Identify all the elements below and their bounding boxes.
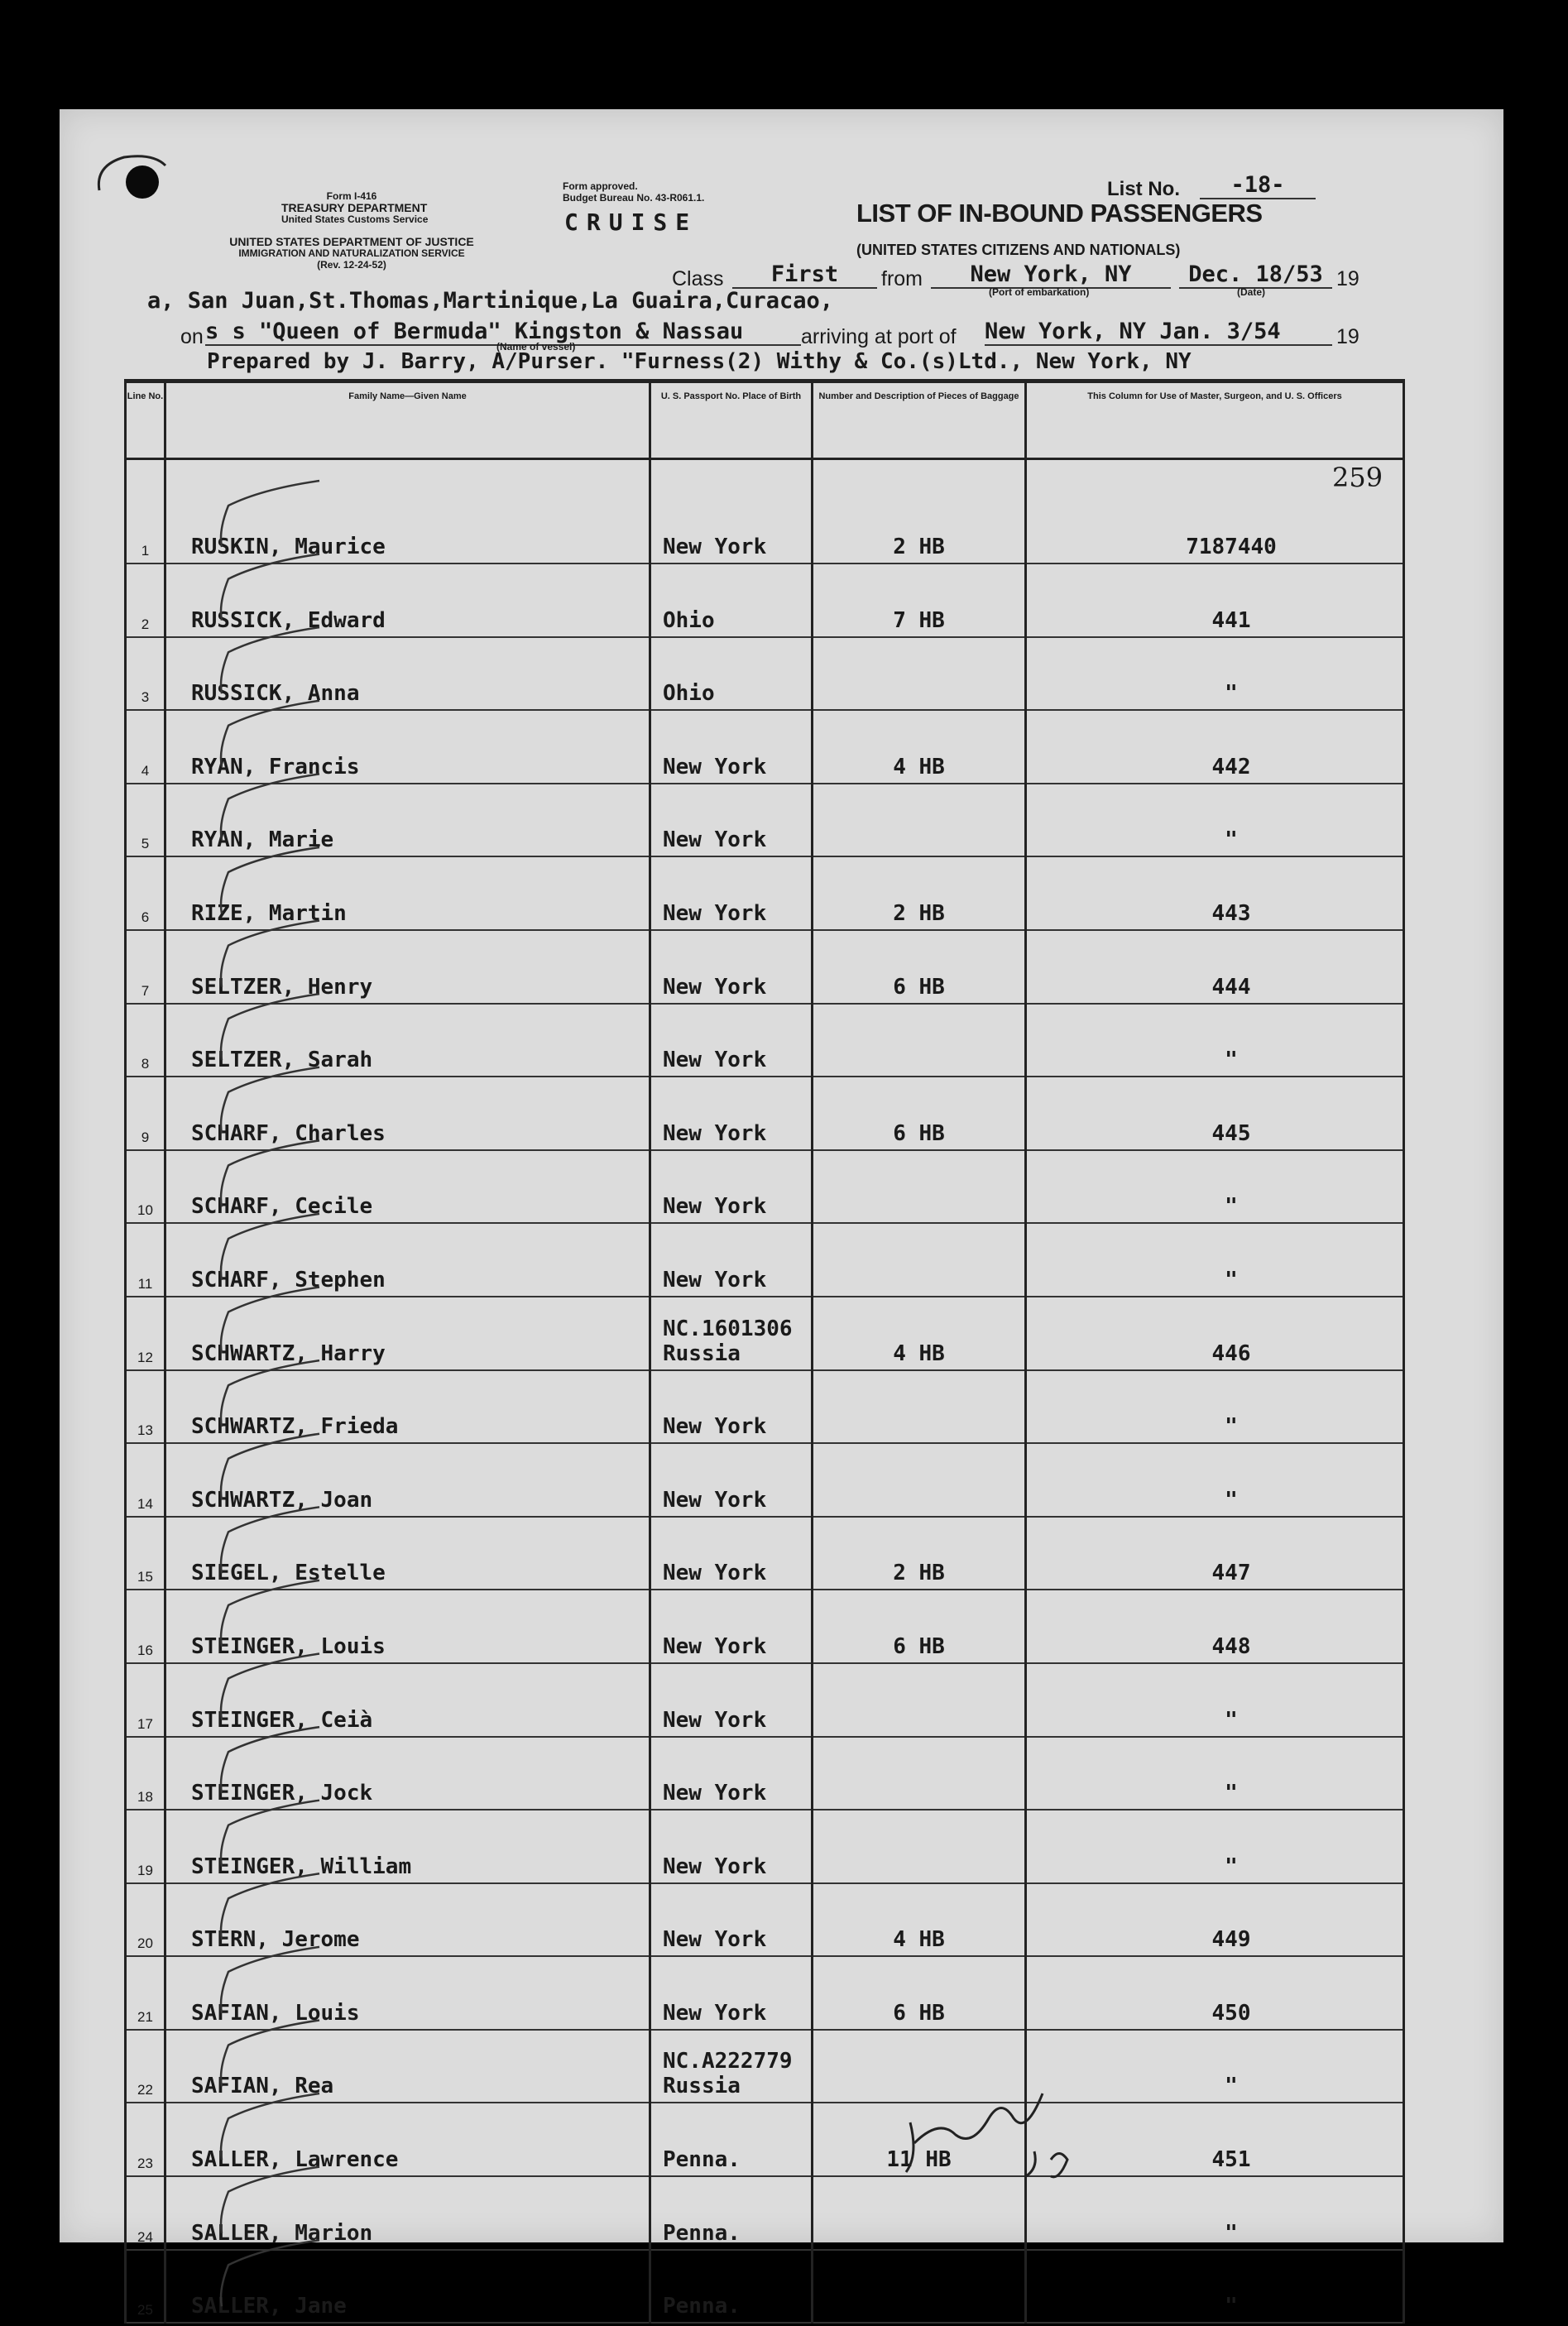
passenger-name: STERN, Jerome <box>165 1883 650 1957</box>
table-row <box>126 637 1404 711</box>
passport-birthplace: Ohio <box>650 564 813 637</box>
passenger-name: STEINGER, William <box>165 1810 650 1883</box>
vessel-caption: (Name of vessel) <box>496 341 576 352</box>
passport-birthplace: New York <box>650 1004 813 1077</box>
passport-birthplace: Penna. <box>650 2176 813 2250</box>
passenger-name: RUSSICK, Anna <box>165 637 650 711</box>
passport-birthplace: Penna. <box>650 2103 813 2176</box>
class-value: First <box>732 261 877 289</box>
line-number: 2 <box>126 564 165 637</box>
list-subtitle: (UNITED STATES CITIZENS AND NATIONALS) <box>856 242 1181 258</box>
passport-birthplace: New York <box>650 1663 813 1737</box>
table-row <box>126 2030 1404 2103</box>
table-row <box>126 1956 1404 2030</box>
baggage-count <box>813 2250 1026 2324</box>
passenger-name: RIZE, Martin <box>165 856 650 930</box>
table-row <box>126 1737 1404 1810</box>
table-row <box>126 1223 1404 1297</box>
passenger-name: SCHWARTZ, Frieda <box>165 1370 650 1444</box>
official-number: " <box>1026 2030 1404 2103</box>
from-value: New York, NY <box>931 261 1171 289</box>
doj-line: UNITED STATES DEPARTMENT OF JUSTICE <box>229 235 474 248</box>
baggage-count <box>813 2030 1026 2103</box>
official-number: " <box>1026 1370 1404 1444</box>
passenger-name: SCHARF, Charles <box>165 1077 650 1150</box>
line-number: 25 <box>126 2250 165 2324</box>
baggage-count <box>813 1150 1026 1224</box>
col-name: Family Name—Given Name <box>165 381 650 459</box>
treasury-department: TREASURY DEPARTMENT <box>281 201 428 214</box>
passport-birthplace: New York <box>650 1223 813 1297</box>
official-number: " <box>1026 784 1404 857</box>
revision-line: (Rev. 12-24-52) <box>317 259 386 271</box>
line-number: 15 <box>126 1517 165 1590</box>
table-row <box>126 1810 1404 1883</box>
passport-birthplace: New York <box>650 1737 813 1810</box>
table-row <box>126 1150 1404 1224</box>
passport-birthplace: New York <box>650 1883 813 1957</box>
table-row <box>126 564 1404 637</box>
passenger-name: STEINGER, Ceià <box>165 1663 650 1737</box>
passport-birthplace: New York <box>650 1590 813 1663</box>
passenger-table <box>124 379 1405 2324</box>
baggage-count: 11 HB <box>813 2103 1026 2176</box>
official-number: 448 <box>1026 1590 1404 1663</box>
passport-birthplace: Penna. <box>650 2250 813 2324</box>
passenger-name: SAFIAN, Louis <box>165 1956 650 2030</box>
line-number: 19 <box>126 1810 165 1883</box>
table-row <box>126 2176 1404 2250</box>
table-row <box>126 1517 1404 1590</box>
passport-birthplace: New York <box>650 1077 813 1150</box>
arrival-value: New York, NY Jan. 3/54 <box>985 319 1332 346</box>
baggage-count <box>813 637 1026 711</box>
col-passport: U. S. Passport No. Place of Birth <box>650 381 813 459</box>
baggage-count: 7 HB <box>813 564 1026 637</box>
table-row <box>126 1077 1404 1150</box>
official-number: " <box>1026 1004 1404 1077</box>
table-row <box>126 1370 1404 1444</box>
table-header-row <box>126 381 1404 459</box>
passport-birthplace: New York <box>650 1370 813 1444</box>
table-row <box>126 1883 1404 1957</box>
line-number: 17 <box>126 1663 165 1737</box>
line-number: 7 <box>126 930 165 1004</box>
from-label: from <box>881 267 923 290</box>
line-number: 23 <box>126 2103 165 2176</box>
official-number: 447 <box>1026 1517 1404 1590</box>
budget-bureau-line: Budget Bureau No. 43-R061.1. <box>563 192 705 204</box>
form-treasury-block <box>281 190 429 225</box>
ins-line: IMMIGRATION AND NATURALIZATION SERVICE <box>238 247 465 259</box>
cruise-label: CRUISE <box>564 209 698 236</box>
baggage-count <box>813 1737 1026 1810</box>
official-number: " <box>1026 2250 1404 2324</box>
official-number: 7187440 <box>1026 459 1404 564</box>
passenger-name: STEINGER, Louis <box>165 1590 650 1663</box>
passenger-name: STEINGER, Jock <box>165 1737 650 1810</box>
passport-birthplace: New York <box>650 459 813 564</box>
line-number: 10 <box>126 1150 165 1224</box>
table-row <box>126 1443 1404 1517</box>
class-label: Class <box>672 267 724 290</box>
line-number: 5 <box>126 784 165 857</box>
official-number: 444 <box>1026 930 1404 1004</box>
official-number: " <box>1026 1150 1404 1224</box>
baggage-count <box>813 1370 1026 1444</box>
official-number: 446 <box>1026 1297 1404 1370</box>
table-row <box>126 1663 1404 1737</box>
baggage-count <box>813 1443 1026 1517</box>
passenger-name: RUSSICK, Edward <box>165 564 650 637</box>
passport-birthplace: New York <box>650 1956 813 2030</box>
passenger-name: RYAN, Marie <box>165 784 650 857</box>
form-number: Form I-416 <box>326 190 377 202</box>
official-number: 443 <box>1026 856 1404 930</box>
line-number: 20 <box>126 1883 165 1957</box>
customs-service: United States Customs Service <box>281 213 429 225</box>
official-number: 442 <box>1026 710 1404 784</box>
official-number: 445 <box>1026 1077 1404 1150</box>
line-number: 24 <box>126 2176 165 2250</box>
line-number: 6 <box>126 856 165 930</box>
approval-block <box>563 180 736 204</box>
passport-birthplace: New York <box>650 1517 813 1590</box>
approval-line: Form approved. <box>563 180 638 192</box>
table-row <box>126 2103 1404 2176</box>
line-number: 3 <box>126 637 165 711</box>
baggage-count: 4 HB <box>813 710 1026 784</box>
table-row <box>126 1004 1404 1077</box>
passenger-name: SELTZER, Sarah <box>165 1004 650 1077</box>
baggage-count: 4 HB <box>813 1883 1026 1957</box>
passenger-name: SCHWARTZ, Harry <box>165 1297 650 1370</box>
baggage-count <box>813 784 1026 857</box>
passport-birthplace: Ohio <box>650 637 813 711</box>
year-prefix: 19 <box>1336 267 1359 290</box>
official-number: " <box>1026 2176 1404 2250</box>
line-number: 13 <box>126 1370 165 1444</box>
col-baggage: Number and Description of Pieces of Baggage <box>813 381 1026 459</box>
baggage-count: 2 HB <box>813 856 1026 930</box>
baggage-count <box>813 1663 1026 1737</box>
table-row <box>126 784 1404 857</box>
line-number: 21 <box>126 1956 165 2030</box>
official-number: 441 <box>1026 564 1404 637</box>
passenger-name: SALLER, Lawrence <box>165 2103 650 2176</box>
baggage-count: 2 HB <box>813 1517 1026 1590</box>
passenger-name: SCHWARTZ, Joan <box>165 1443 650 1517</box>
col-official: This Column for Use of Master, Surgeon, and U. S. Officers <box>1026 381 1404 459</box>
line-number: 22 <box>126 2030 165 2103</box>
line-number: 16 <box>126 1590 165 1663</box>
baggage-count <box>813 1223 1026 1297</box>
departure-date: Dec. 18/53 <box>1179 261 1332 289</box>
prepared-by: Prepared by J. Barry, A/Purser. "Furness(2) Withy & Co.(s)Ltd., New York, NY <box>207 349 1192 374</box>
passport-birthplace: New York <box>650 930 813 1004</box>
arrival-year: 19 <box>1336 325 1359 348</box>
table-row <box>126 1297 1404 1370</box>
punch-hole <box>126 165 159 199</box>
list-title: LIST OF IN-BOUND PASSENGERS <box>856 199 1263 228</box>
passenger-name: SELTZER, Henry <box>165 930 650 1004</box>
official-number: 451 <box>1026 2103 1404 2176</box>
line-number: 18 <box>126 1737 165 1810</box>
passenger-name: SALLER, Marion <box>165 2176 650 2250</box>
route: a, San Juan,St.Thomas,Martinique,La Guaira,Curacao, <box>147 288 834 314</box>
baggage-count: 6 HB <box>813 930 1026 1004</box>
line-number: 9 <box>126 1077 165 1150</box>
passenger-name: SCHARF, Stephen <box>165 1223 650 1297</box>
table-row <box>126 856 1404 930</box>
page-number: 259 <box>1332 462 1383 493</box>
baggage-count <box>813 1004 1026 1077</box>
line-number: 8 <box>126 1004 165 1077</box>
line-number: 1 <box>126 459 165 564</box>
table-row <box>126 710 1404 784</box>
baggage-count: 6 HB <box>813 1590 1026 1663</box>
table-row <box>126 930 1404 1004</box>
table-row <box>126 2250 1404 2324</box>
official-number: 450 <box>1026 1956 1404 2030</box>
line-number: 12 <box>126 1297 165 1370</box>
passport-birthplace: New York <box>650 784 813 857</box>
official-number: " <box>1026 1663 1404 1737</box>
passenger-name: SALLER, Jane <box>165 2250 650 2324</box>
on-label: on <box>180 325 204 348</box>
line-number: 4 <box>126 710 165 784</box>
port-embarkation-caption: (Port of embarkation) <box>989 286 1090 298</box>
passenger-name: RUSKIN, Maurice <box>165 459 650 564</box>
passenger-name: SCHARF, Cecile <box>165 1150 650 1224</box>
baggage-count: 6 HB <box>813 1077 1026 1150</box>
passport-birthplace: New York <box>650 1150 813 1224</box>
arriving-label: arriving at port of <box>801 325 957 348</box>
passenger-name: SIEGEL, Estelle <box>165 1517 650 1590</box>
passenger-name: RYAN, Francis <box>165 710 650 784</box>
baggage-count <box>813 2176 1026 2250</box>
official-number: " <box>1026 1223 1404 1297</box>
line-number: 14 <box>126 1443 165 1517</box>
baggage-count: 2 HB <box>813 459 1026 564</box>
list-no-value: -18- <box>1200 172 1316 199</box>
passport-birthplace: New York <box>650 710 813 784</box>
date-caption: (Date) <box>1237 286 1266 298</box>
line-number: 11 <box>126 1223 165 1297</box>
official-number: " <box>1026 637 1404 711</box>
list-no-label: List No. <box>1107 178 1180 200</box>
passport-birthplace: New York <box>650 1443 813 1517</box>
passenger-name: SAFIAN, Rea <box>165 2030 650 2103</box>
passport-birthplace: New York <box>650 856 813 930</box>
official-number: " <box>1026 1737 1404 1810</box>
table-row <box>126 1590 1404 1663</box>
passport-birthplace: NC.A222779 Russia <box>650 2030 813 2103</box>
doj-block <box>182 236 521 271</box>
official-number: " <box>1026 1810 1404 1883</box>
table-row <box>126 459 1404 564</box>
passport-birthplace: NC.1601306 Russia <box>650 1297 813 1370</box>
official-number: " <box>1026 1443 1404 1517</box>
baggage-count: 4 HB <box>813 1297 1026 1370</box>
official-number: 449 <box>1026 1883 1404 1957</box>
passport-birthplace: New York <box>650 1810 813 1883</box>
col-line-no: Line No. <box>126 381 165 459</box>
baggage-count <box>813 1810 1026 1883</box>
baggage-count: 6 HB <box>813 1956 1026 2030</box>
vessel-name: s s "Queen of Bermuda" Kingston & Nassau <box>205 319 801 346</box>
